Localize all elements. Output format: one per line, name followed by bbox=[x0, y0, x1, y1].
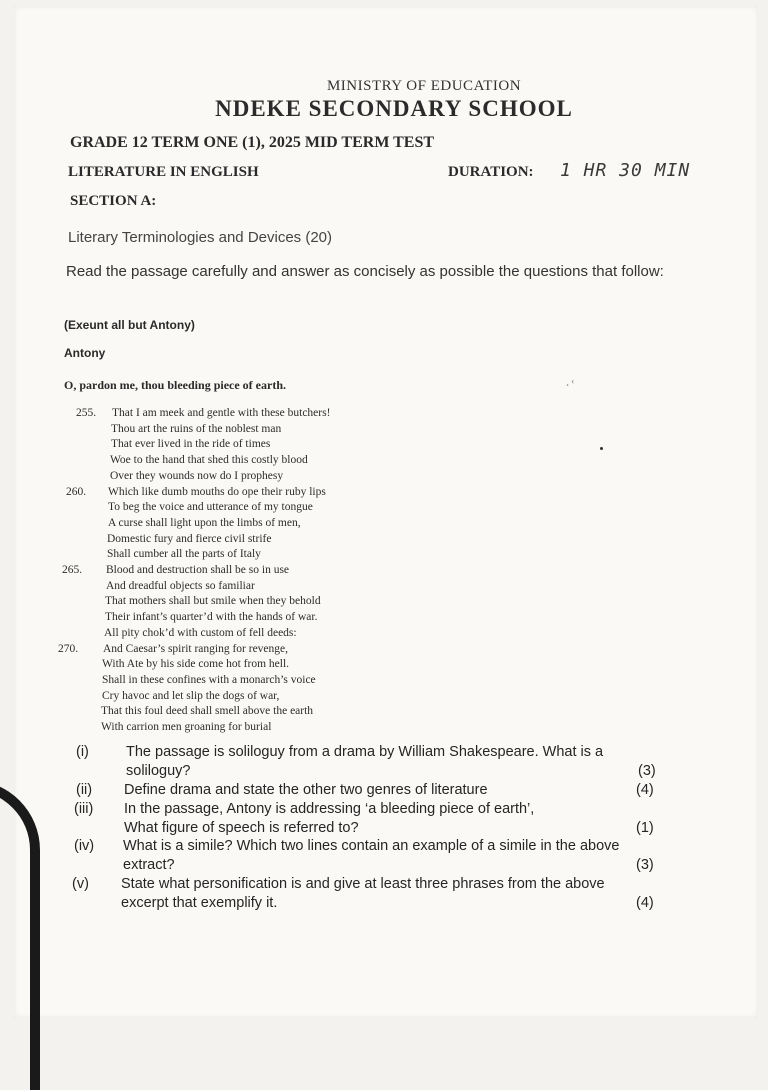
duration-label: DURATION: bbox=[448, 164, 534, 180]
question-number: (v) bbox=[72, 876, 89, 892]
passage-line: Shall cumber all the parts of Italy bbox=[107, 548, 261, 561]
passage-line: And dreadful objects so familiar bbox=[106, 579, 255, 592]
passage-line: Over they wounds now do I prophesy bbox=[110, 469, 284, 482]
margin-mark: ¸ ‹ bbox=[566, 376, 575, 386]
passage-line: Cry havoc and let slip the dogs of war, bbox=[102, 689, 280, 702]
question-number: (iv) bbox=[74, 838, 95, 854]
instruction-text: Read the passage carefully and answer as concisely as possible the questions that follow: bbox=[66, 263, 664, 280]
subject-title: LITERATURE IN ENGLISH bbox=[68, 164, 259, 180]
passage-line: Shall in these confines with a monarch’s voice bbox=[102, 673, 316, 686]
speaker-name: Antony bbox=[64, 346, 106, 360]
ink-dot bbox=[600, 447, 603, 450]
passage-line: Which like dumb mouths do ope their ruby lips bbox=[108, 485, 326, 498]
passage-line: Domestic fury and fierce civil strife bbox=[107, 532, 272, 545]
passage-line: That this foul deed shall smell above the earth bbox=[101, 705, 314, 718]
question-text: soliloguy? bbox=[126, 763, 191, 779]
line-number: 270. bbox=[58, 642, 79, 655]
test-title: GRADE 12 TERM ONE (1), 2025 MID TERM TEST bbox=[70, 134, 435, 151]
school-name: NDEKE SECONDARY SCHOOL bbox=[215, 96, 573, 121]
cable-shadow bbox=[0, 780, 40, 1090]
question-text: What is a simile? Which two lines contain an example of a simile in the above bbox=[123, 838, 620, 854]
passage-line: Their infant’s quarter’d with the hands of war. bbox=[105, 611, 318, 624]
question-marks: (1) bbox=[636, 820, 654, 836]
question-text: What figure of speech is referred to? bbox=[124, 820, 359, 836]
line-number: 260. bbox=[66, 485, 87, 498]
question-marks: (3) bbox=[638, 763, 656, 779]
question-text: The passage is soliloguy from a drama by William Shakespeare. What is a bbox=[126, 744, 604, 760]
passage-line: A curse shall light upon the limbs of men, bbox=[108, 516, 301, 529]
question-marks: (4) bbox=[636, 895, 654, 911]
question-marks: (4) bbox=[636, 782, 654, 798]
passage-line: Woe to the hand that shed this costly blood bbox=[110, 454, 308, 467]
passage-line: And Caesar’s spirit ranging for revenge, bbox=[103, 642, 289, 655]
passage-line: To beg the voice and utterance of my tongue bbox=[108, 501, 313, 514]
question-marks: (3) bbox=[636, 857, 654, 873]
question-text: Define drama and state the other two genres of literature bbox=[124, 782, 488, 798]
question-text: In the passage, Antony is addressing ‘a bleeding piece of earth’, bbox=[124, 801, 535, 817]
question-number: (iii) bbox=[74, 801, 94, 817]
passage-line: That I am meek and gentle with these butchers! bbox=[112, 407, 331, 419]
stage-direction: (Exeunt all but Antony) bbox=[64, 318, 195, 332]
question-number: (ii) bbox=[76, 782, 93, 798]
question-number: (i) bbox=[76, 744, 89, 760]
line-number: 255. bbox=[76, 407, 97, 419]
passage-line: With carrion men groaning for burial bbox=[101, 721, 272, 733]
topic-heading: Literary Terminologies and Devices (20) bbox=[68, 229, 333, 246]
passage-line: With Ate by his side come hot from hell. bbox=[102, 658, 290, 671]
question-text: excerpt that exemplify it. bbox=[121, 895, 278, 911]
passage-line: That mothers shall but smile when they behold bbox=[105, 595, 321, 608]
passage-line: That ever lived in the ride of times bbox=[111, 438, 271, 451]
passage-line: Thou art the ruins of the noblest man bbox=[111, 422, 282, 435]
opening-line: O, pardon me, thou bleeding piece of earth. bbox=[64, 378, 286, 392]
question-text: extract? bbox=[123, 857, 175, 873]
question-text: State what personification is and give at least three phrases from the above bbox=[121, 876, 605, 892]
section-heading: SECTION A: bbox=[70, 193, 157, 209]
passage-line: Blood and destruction shall be so in use bbox=[106, 564, 290, 576]
ministry-heading: MINISTRY OF EDUCATION bbox=[326, 78, 522, 94]
line-number: 265. bbox=[62, 564, 83, 576]
duration-value: 1 HR 30 MIN bbox=[560, 160, 691, 181]
passage-line: All pity chok’d with custom of fell deeds: bbox=[104, 626, 297, 639]
